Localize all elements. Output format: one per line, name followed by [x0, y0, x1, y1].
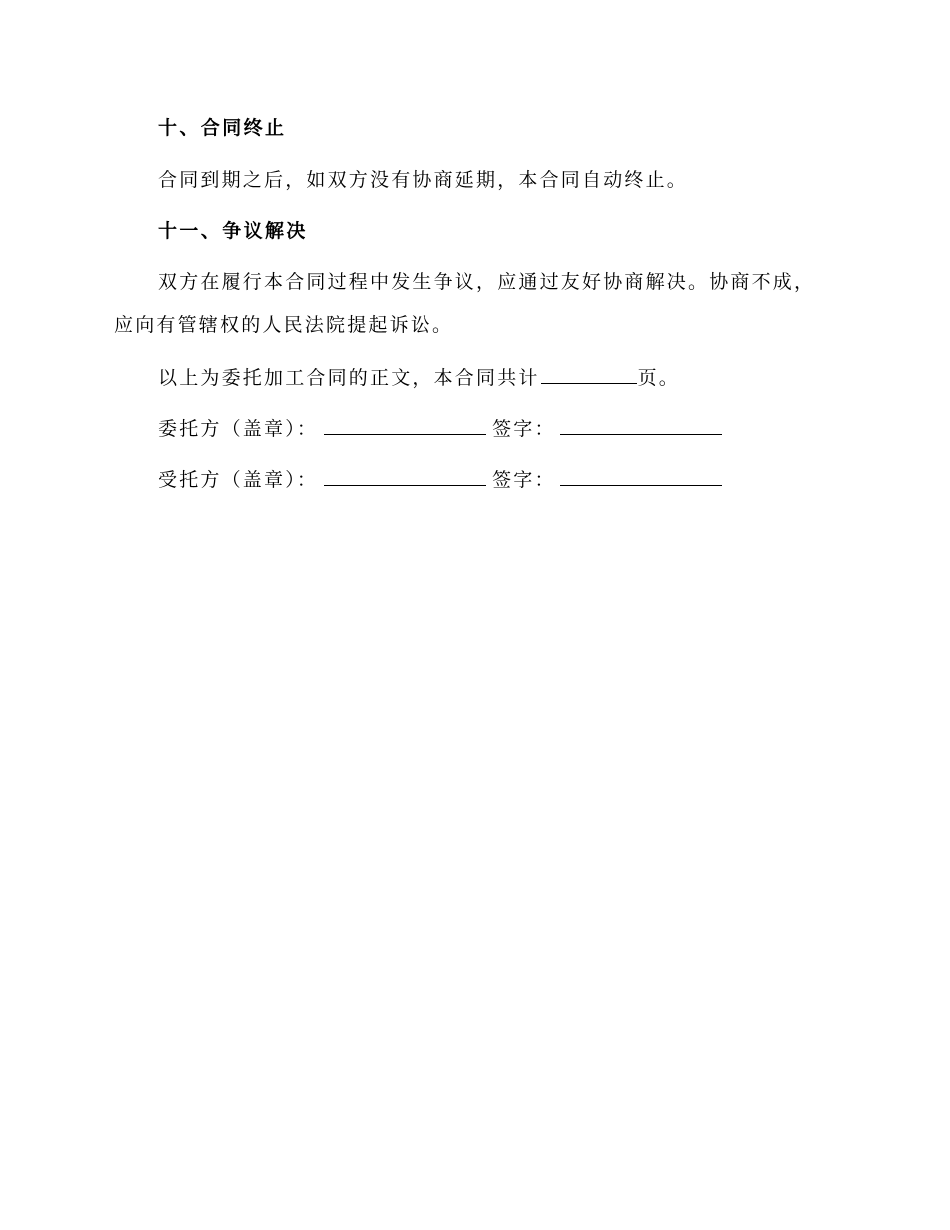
dispute-paragraph-line2: 应向有管辖权的人民法院提起诉讼。 [114, 314, 454, 336]
contractor-seal-blank[interactable] [324, 467, 486, 486]
contractor-seal-label: 受托方（盖章）： [158, 469, 319, 491]
client-seal-label: 委托方（盖章）： [158, 418, 319, 440]
closing-prefix: 以上为委托加工合同的正文，本合同共计 [158, 367, 540, 389]
dispute-paragraph-line1: 双方在履行本合同过程中发生争议，应通过友好协商解决。协商不成， [158, 271, 816, 293]
section-heading-dispute: 十一、争议解决 [158, 220, 308, 242]
closing-statement [158, 365, 880, 390]
closing-suffix: 页。 [637, 367, 681, 389]
section-heading-termination: 十、合同终止 [158, 117, 287, 139]
client-sign-blank[interactable] [560, 416, 722, 435]
client-signature-row [158, 416, 722, 441]
contractor-sign-label: 签字： [492, 469, 556, 491]
client-seal-blank[interactable] [324, 416, 486, 435]
termination-paragraph: 合同到期之后，如双方没有协商延期，本合同自动终止。 [158, 169, 689, 191]
contractor-signature-row [158, 467, 722, 492]
contractor-sign-blank[interactable] [560, 467, 722, 486]
client-sign-label: 签字： [492, 418, 556, 440]
page-count-blank[interactable] [541, 365, 637, 384]
